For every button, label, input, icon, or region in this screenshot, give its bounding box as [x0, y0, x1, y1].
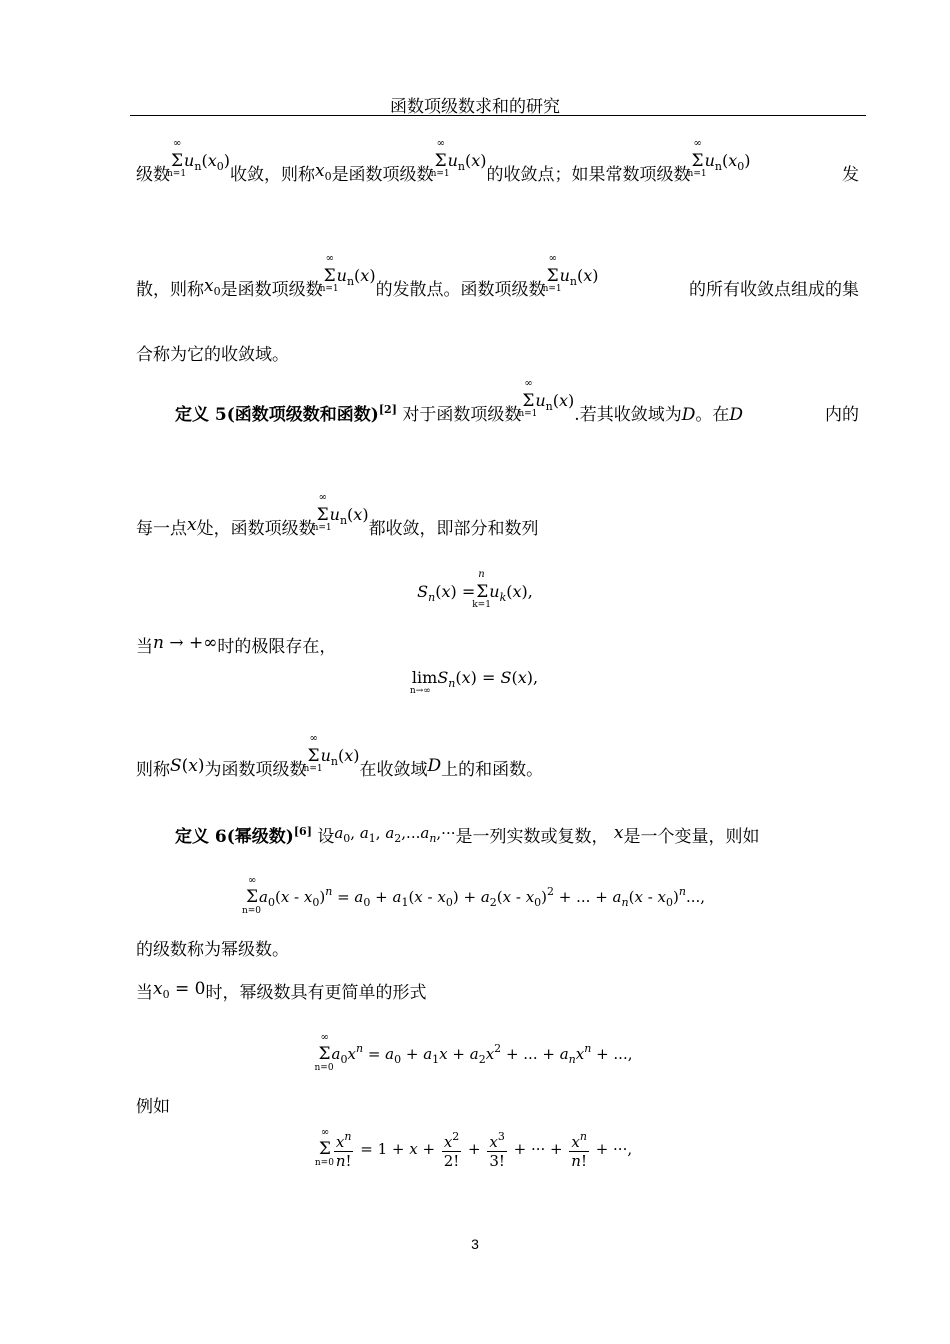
page-number: 3 — [471, 1236, 479, 1252]
x0-symbol: $x_0$ — [314, 161, 332, 183]
text: 级数 — [136, 165, 170, 185]
def5-line4: 则称S(x)为函数项级数 ∞ Σ n=1 $u_n(x)$在收敛域D上的和函数。 — [136, 733, 544, 780]
equation-power-series-simple: ∞ Σ n=0 $a_0x^n = a_0 + a_1x + a_2x^2$ + ... + $a_nx^n$ + ..., — [314, 1032, 633, 1073]
domain-D: D — [681, 405, 696, 425]
def6-line3: 当$x_0 = 0$时，幂级数具有更简单的形式 — [136, 979, 427, 1003]
def6-ref: [6] — [293, 825, 312, 838]
series-sum-un-x: ∞ Σ n=1 $u_n(x)$ — [518, 378, 575, 419]
x0-symbol: $x_0$ — [204, 276, 221, 298]
domain-D: D — [729, 405, 743, 425]
def6-line4: 例如 — [136, 1097, 170, 1117]
equation-power-series: ∞ Σ n=0 $a_0(x - x_0)^n = a_0 + a_1(x - x_0) + a_2(x - x_0)^2$ + ... + $a_n(x - x_0)^n$..., — [241, 875, 706, 916]
x-symbol: x — [187, 515, 197, 535]
def5-line3: 当n → +∞时的极限存在， — [136, 633, 337, 657]
series-sum-un-x: ∞ Σ n=1 $u_n(x)$ — [312, 492, 369, 533]
header-rule — [130, 115, 866, 116]
def6-line1: 定义 6(幂级数)[6] 设$a_0$, $a_1$, $a_2,...a_n,\cdot\cdot\cdot$是一列实数或复数， x是一个变量，则如 — [175, 823, 760, 847]
series-sum-un-x: ∞ Σ n=1 $u_n(x)$ — [303, 733, 360, 774]
def5-ref: [2] — [378, 403, 397, 416]
para1-line1: 级数 ∞ Σ n=1 $u_n(x_0)$收敛，则称$x_0$是函数项级数 ∞ Σ n=1 $u_n(x)$的收敛点；如果常数项级数 ∞ Σ n=1 $u_n(x_0)$ 发 — [136, 138, 859, 185]
series-sum-un-x: ∞ Σ n=1 $u_n(x)$ — [430, 138, 487, 179]
page-header-title: 函数项级数求和的研究 — [390, 97, 560, 117]
equation-partial-sum: $S_n(x)$ = n Σ k=1 $u_k(x)$, — [417, 569, 533, 610]
def6-title: 定义 6(幂级数) — [175, 827, 294, 847]
series-sum-un-x0: ∞ Σ n=1 $u_n(x_0)$ — [687, 138, 751, 179]
def6-line2: 的级数称为幂级数。 — [136, 940, 289, 960]
series-sum-un-x: ∞ Σ n=1 $u_n(x)$ — [319, 253, 376, 294]
series-sum-un-x0: ∞ Σ n=1 $u_n(x_0)$ — [167, 138, 230, 179]
equation-exp-series: ∞ Σ n=0 $\frac{x^n}{n!}$ = 1 + x + $\frac{x^2}{2!}$ + $\frac{x^3}{3!}$ + ··· + $\frac{x^n}{n!}$ + ···, — [314, 1127, 633, 1170]
x-symbol: x — [613, 823, 624, 843]
para1-line2: 散，则称$x_0$是函数项级数 ∞ Σ n=1 $u_n(x)$的发散点。函数项级数 ∞ Σ n=1 $u_n(x)$ 的所有收敛点组成的集 — [136, 253, 859, 300]
series-sum-un-x: ∞ Σ n=1 $u_n(x)$ — [542, 253, 599, 294]
equation-limit: lim n→∞ $S_n(x) = S(x)$, — [409, 668, 539, 696]
def5-title: 定义 5(函数项级数和函数) — [175, 405, 379, 425]
domain-D: D — [427, 756, 442, 776]
para1-line3: 合称为它的收敛域。 — [136, 345, 289, 365]
def5-line2: 每一点x处，函数项级数 ∞ Σ n=1 $u_n(x)$都收敛，即部分和数列 — [136, 492, 539, 539]
def5-line1: 定义 5(函数项级数和函数)[2] 对于函数项级数 ∞ Σ n=1 $u_n(x)$.若其收敛域为D。在D 内的 — [175, 378, 859, 425]
